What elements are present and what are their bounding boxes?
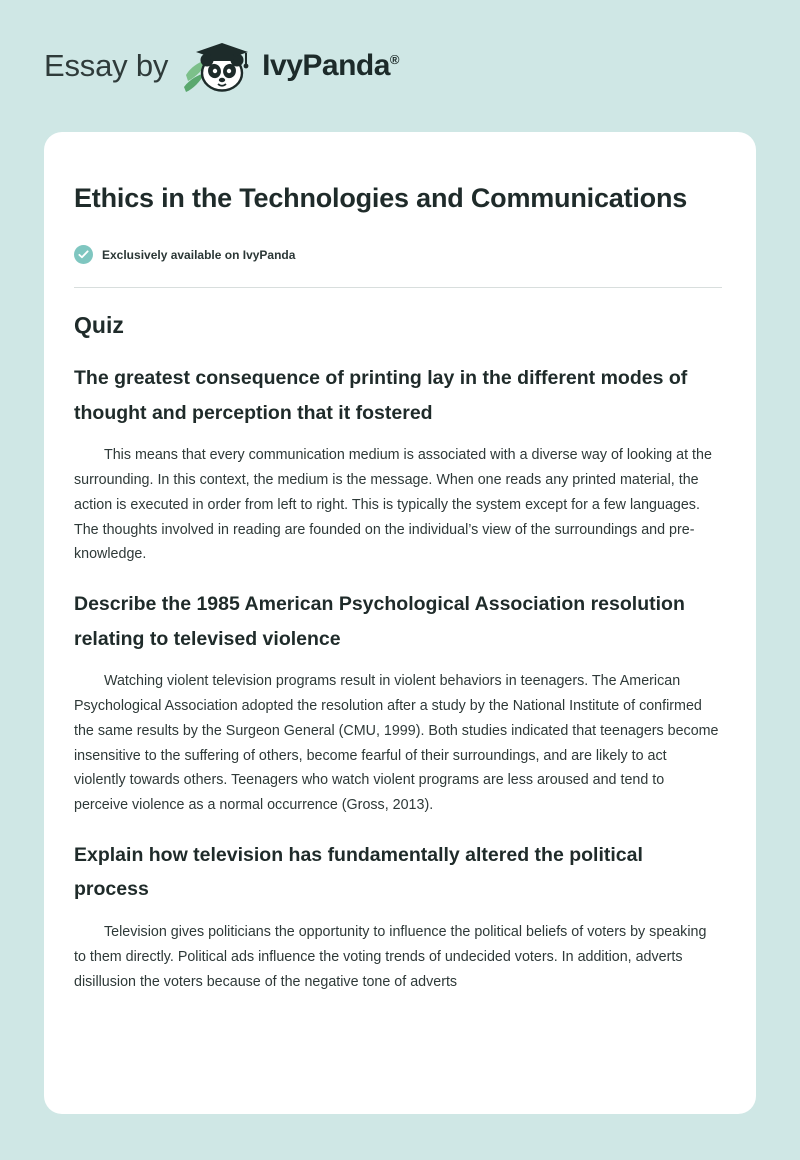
section-heading: Quiz (74, 312, 124, 339)
document-card (44, 132, 756, 1114)
essay-by-label: Essay by (44, 48, 169, 83)
divider (74, 287, 722, 288)
question-heading-1: The greatest consequence of printing lay in the different modes of thought and perception that it fostered (74, 367, 688, 424)
question-body-1: This means that every communication medium is associated with a diverse way of looking at the surrounding. In this context, the medium is the message. When one reads any printed material, the action is executed in order from left to right. This is typically the system except for a few languages. The thoughts involved in reading are founded on the individual’s view of the surroundings and pre-knowledge. (74, 447, 712, 563)
brand-name (262, 49, 399, 83)
page-header (0, 0, 800, 92)
question-heading-3: Explain how television has fundamentally altered the political process (74, 843, 643, 901)
status-badge (74, 245, 722, 264)
brand-name-text: IvyPanda (262, 49, 390, 82)
question-heading-2: Describe the 1985 American Psychological Association resolution relating to televised violence (74, 593, 685, 650)
question-body-3: Television gives politicians the opportunity to influence the political beliefs of voters by speaking to them directly. Political ads influence the voting trends of undecided voters. In addition, adverts disillusion the voters because of the negative tone of adverts (74, 924, 707, 990)
brand-lockup[interactable] (182, 35, 399, 97)
registered-mark: ® (389, 52, 399, 67)
check-circle-icon (74, 245, 93, 264)
page-title: Ethics in the Technologies and Communications (74, 183, 688, 213)
exclusive-label: Exclusively available on IvyPanda (102, 247, 296, 262)
panda-graduate-logo-icon (182, 35, 256, 97)
question-body-2: Watching violent television programs result in violent behaviors in teenagers. The American Psychological Association adopted the resolution after a study by the National Institute of confirmed the same results by the Surgeon General (CMU, 1999). Both studies indicated that teenagers become insensitive to the suffering of others, become fearful of their surroundings, and are likely to act violently towards others. Teenagers who watch violent programs are less aroused and tend to perceive violence as a normal occurrence (Gross, 2013). (74, 673, 719, 814)
